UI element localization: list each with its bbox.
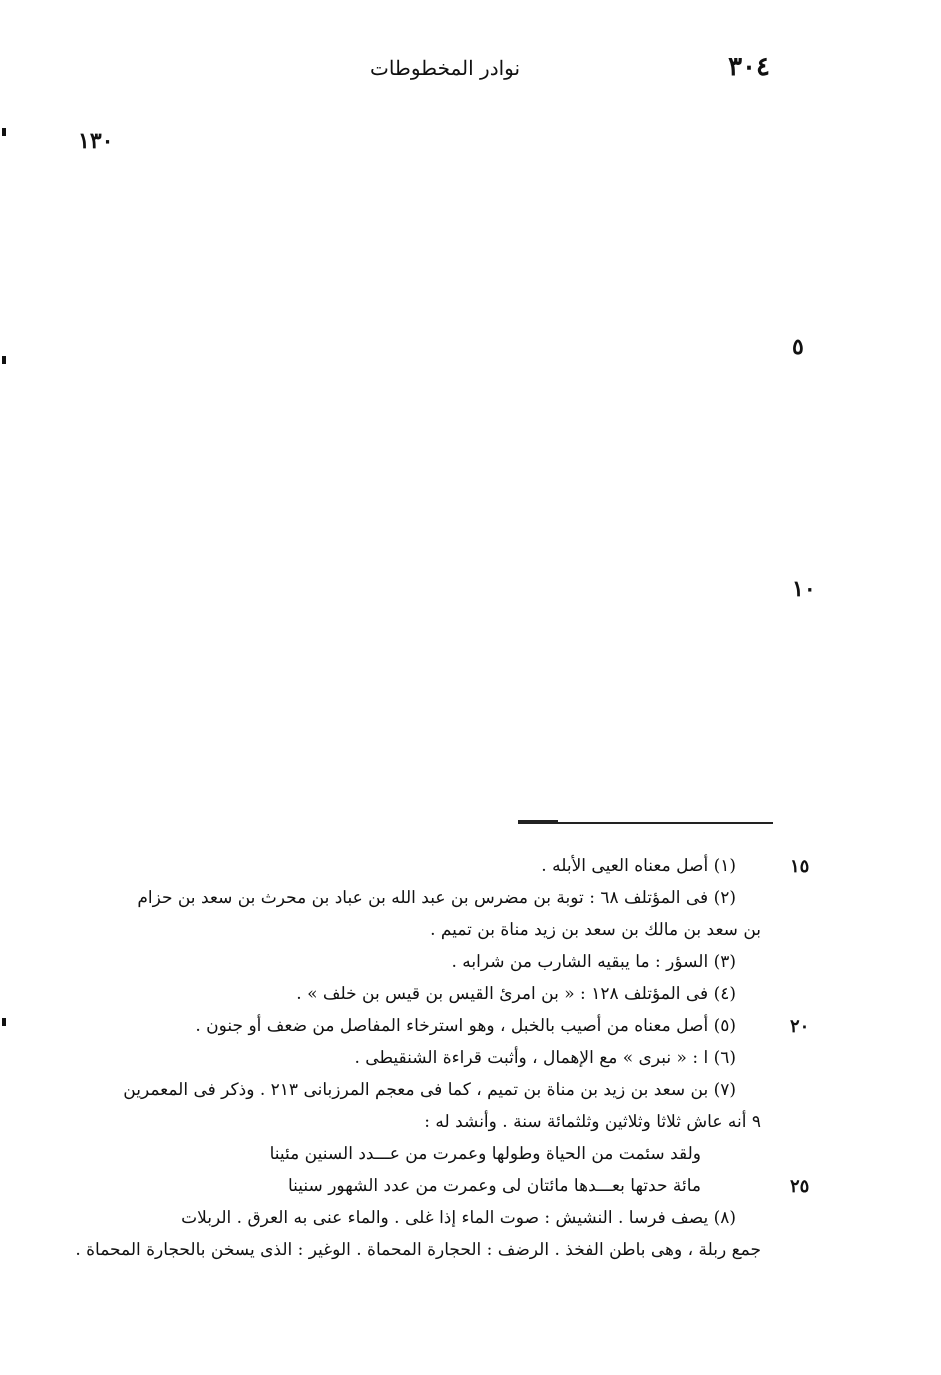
- footnote-line: (٨) يصف فرسا . النشيش : صوت الماء إذا غلى . والماء عنى به العرق . الربلات: [181, 1208, 736, 1228]
- footnote-line: بن سعد بن مالك بن سعد بن زيد مناة بن تميم .: [430, 920, 761, 940]
- line-number: ٢٠: [790, 1016, 810, 1037]
- line-number: ١٠: [792, 576, 816, 602]
- inline-number: ١٣٠: [78, 128, 114, 154]
- margin-mark: [2, 128, 6, 136]
- page-header: [370, 52, 770, 92]
- line-number: ١٥: [790, 856, 810, 877]
- footnote-verse: ولقد سئمت من الحياة وطولها وعمرت من عـــدد السنين مئينا: [269, 1144, 701, 1164]
- footnote-line: (٦) ا : « نبرى » مع الإهمال ، وأثبت قراءة الشنقيطى .: [354, 1048, 736, 1068]
- margin-mark: [2, 1018, 6, 1026]
- running-title: نوادر المخطوطات: [370, 56, 521, 80]
- line-number: ٢٥: [790, 1176, 810, 1197]
- footnote-line: ٩ أنه عاش ثلاثا وثلاثين وثلثمائة سنة . وأنشد له :: [424, 1112, 761, 1132]
- footnote-line: (٢) فى المؤتلف ٦٨ : توبة بن مضرس بن عبد الله بن عباد بن محرث بن سعد بن حزام: [137, 888, 736, 908]
- footnote-line: (٥) أصل معناه من أصيب بالخبل ، وهو استرخاء المفاصل من ضعف أو جنون .: [195, 1016, 736, 1036]
- page-number: ٣٠٤: [728, 52, 770, 82]
- footnote-verse: مائة حدتها بعـــدها مائتان لى وعمرت من عدد الشهور سنينا: [287, 1176, 701, 1196]
- footnote-line: جمع ربلة ، وهى باطن الفخذ . الرضف : الحجارة المحماة . الوغير : الذى يسخن بالحجارة المحماة .: [75, 1240, 761, 1260]
- footnote-line: (٣) السؤر : ما يبقيه الشارب من شرابه .: [451, 952, 736, 972]
- footnote-line: (٤) فى المؤتلف ١٢٨ : « بن امرئ القيس بن قيس بن خلف » .: [296, 984, 736, 1004]
- margin-mark: [2, 356, 6, 364]
- footnote-line: (١) أصل معناه العيى الأبله .: [541, 856, 736, 876]
- footnote-rule: [518, 822, 773, 824]
- line-number: ٥: [792, 334, 804, 360]
- footnote-line: (٧) بن سعد بن زيد بن مناة بن تميم ، كما فى معجم المرزبانى ٢١٣ . وذكر فى المعمرين: [123, 1080, 736, 1100]
